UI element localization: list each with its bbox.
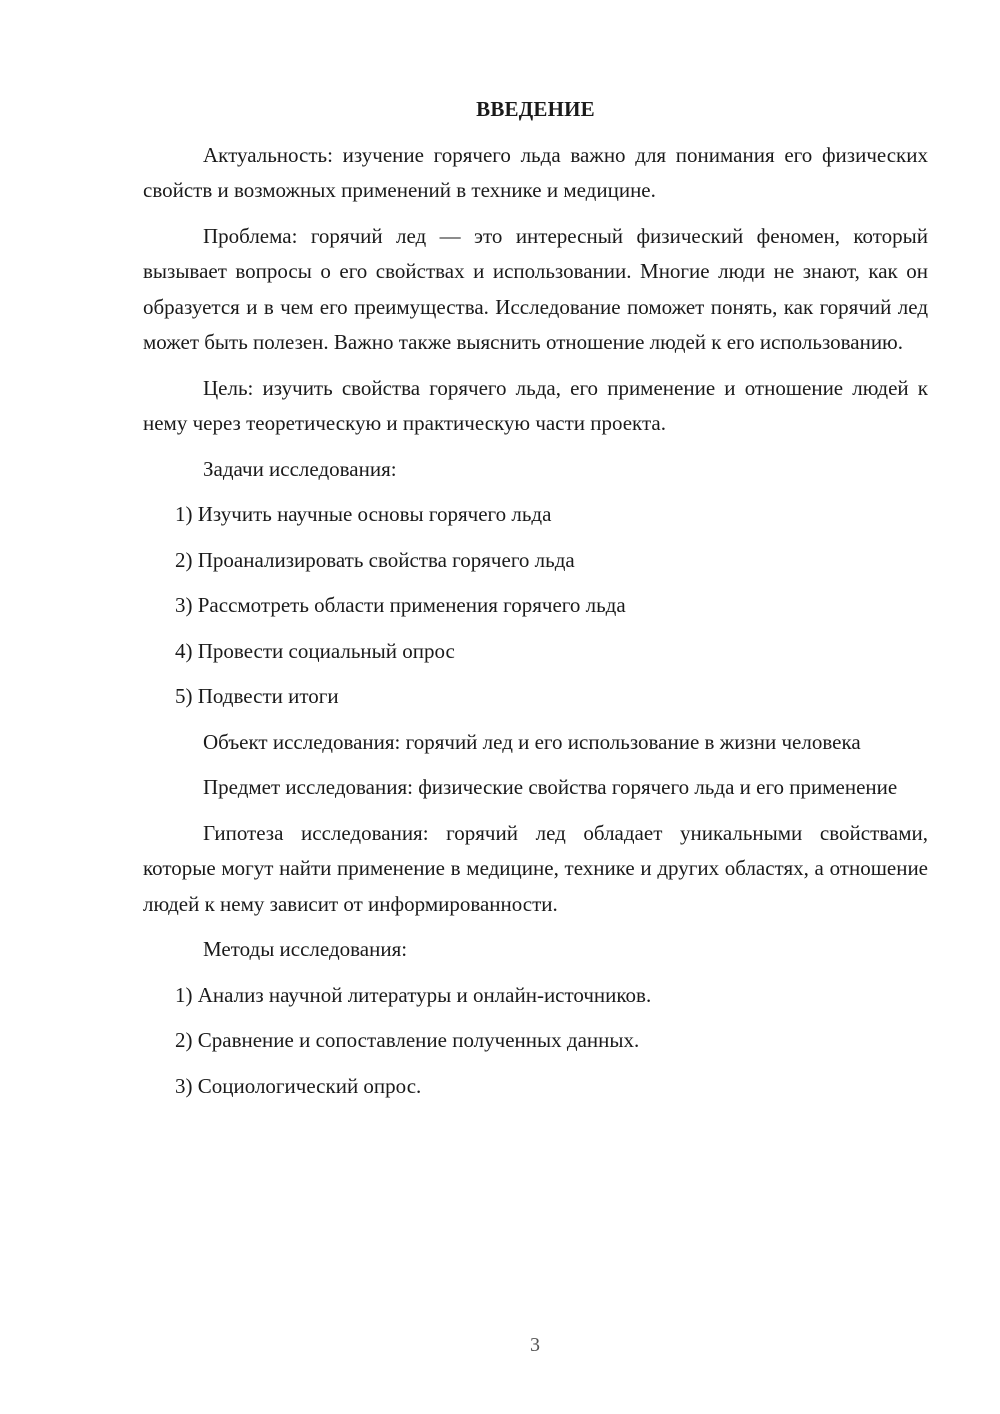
list-item: 2) Проанализировать свойства горячего льда (175, 547, 575, 572)
goal-paragraph: Цель: изучить свойства горячего льда, его применение и отношение людей к нему через теоретическую и практическую части проекта. (143, 375, 928, 435)
page-number: 3 (530, 1334, 540, 1356)
list-item: 3) Рассмотреть области применения горячего льда (175, 593, 626, 617)
section-title: ВВЕДЕНИЕ (476, 97, 595, 121)
list-item: 1) Анализ научной литературы и онлайн-источников. (175, 982, 652, 1007)
list-item: 3) Социологический опрос. (175, 1073, 422, 1098)
tasks-list (143, 497, 928, 715)
problem-paragraph: Проблема: горячий лед — это интересный физический феномен, который вызывает вопросы о его свойствах и использовании. Многие люди не знают, как он образуется и в чем его преимущества. Исследование поможет понять, как горячий лед может быть полезен. Важно также выяснить отношение людей к его использованию. (143, 223, 928, 354)
methods-heading: Методы исследования: (203, 937, 408, 961)
list-item: 2) Сравнение и сопоставление полученных данных. (175, 1028, 640, 1052)
list-item: 5) Подвести итоги (175, 684, 339, 708)
document-page (143, 92, 928, 1114)
tasks-heading: Задачи исследования: (203, 456, 397, 481)
list-item: 4) Провести социальный опрос (175, 638, 455, 663)
relevance-paragraph: Актуальность: изучение горячего льда важно для понимания его физических свойств и возможных применений в технике и медицине. (143, 142, 928, 202)
subject-paragraph: Предмет исследования: физические свойства горячего льда и его применение (203, 775, 898, 799)
object-paragraph: Объект исследования: горячий лед и его использование в жизни человека (203, 729, 861, 754)
list-item: 1) Изучить научные основы горячего льда (175, 502, 552, 526)
hypothesis-paragraph: Гипотеза исследования: горячий лед обладает уникальными свойствами, которые могут найти применение в медицине, технике и других областях, а отношение людей к нему зависит от информированности. (143, 820, 928, 916)
methods-list (143, 978, 928, 1105)
